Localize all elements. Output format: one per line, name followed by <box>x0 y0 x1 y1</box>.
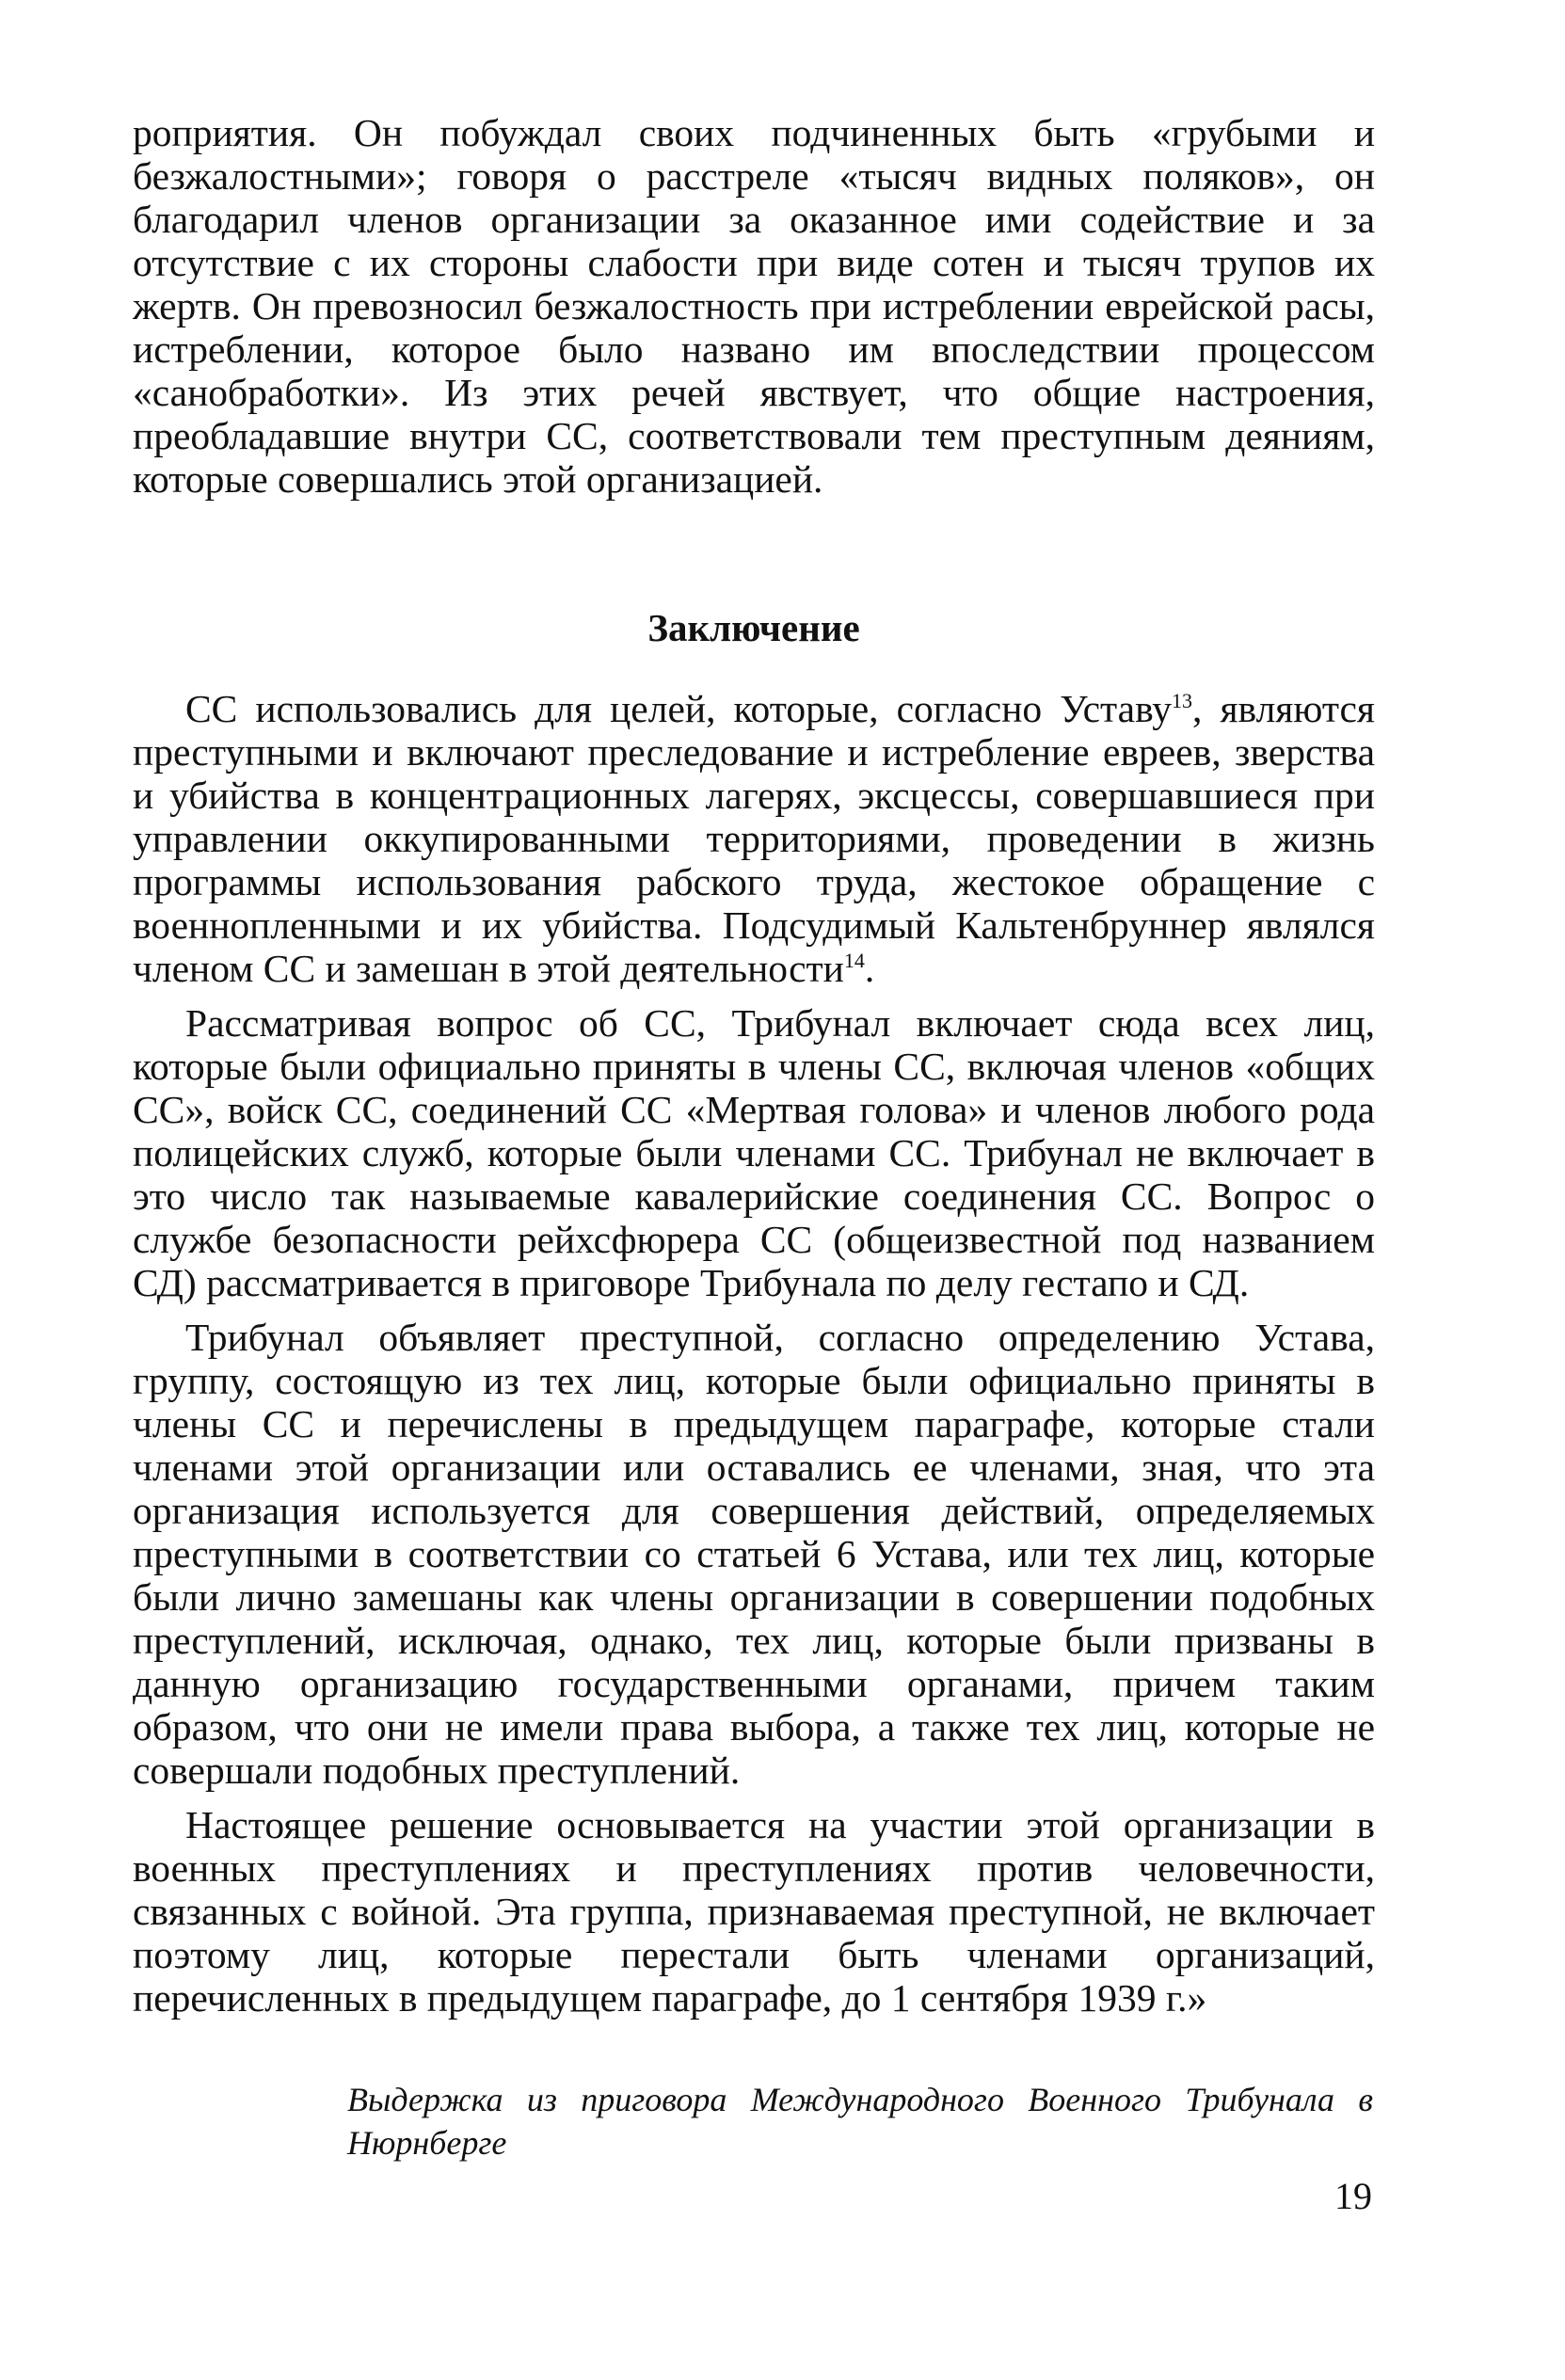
page-content <box>133 111 1375 2164</box>
footnote-ref-14: 14 <box>843 949 865 973</box>
conclusion-paragraph-2: Рассматривая вопрос об СС, Трибунал включает сюда всех лиц, которые были официально приняты в члены СС, включая членов «общих СС», войск СС, соединений СС «Мертвая голова» и членов любого рода полицейских служб, которые были членами СС. Трибунал не включает в это число так называемые кавалерийские соединения СС. Вопрос о службе безопасности рейхсфюрера СС (общеизвестной под названием СД) рассматривается в приговоре Трибунала по делу гестапо и СД. <box>133 1001 1375 1304</box>
source-attribution: Выдержка из приговора Международного Военного Трибунала в Нюрнберге <box>347 2081 1373 2162</box>
p1-text-c: . <box>864 947 875 990</box>
page-number: 19 <box>1334 2175 1372 2217</box>
conclusion-paragraph-4: Настоящее решение основывается на участии этой организации в военных преступлениях и преступлениях против человечности, связанных с войной. Эта группа, признаваемая преступной, не включает поэтому лиц, которые перестали быть членами организаций, перечисленных в предыдущем параграфе, до 1 сентября 1939 г.» <box>133 1803 1375 2020</box>
p1-text-b: , являются преступными и включают преследование и истребление евреев, зверства и убийства в концентрационных лагерях, эксцессы, совершавшиеся при управлении оккупированными территориями, проведении в жизнь программы использования рабского труда, жестокое обращение с военнопленными и их убийства. Подсудимый Кальтенбруннер являлся членом СС и замешан в этой деятельности <box>133 687 1375 990</box>
footnote-ref-13: 13 <box>1172 689 1193 713</box>
section-heading: Заключение <box>647 606 860 649</box>
p1-text-a: СС использовались для целей, которые, согласно Уставу <box>185 687 1173 730</box>
conclusion-paragraph-3: Трибунал объявляет преступной, согласно определению Устава, группу, состоящую из тех лиц, которые были официально приняты в члены СС и перечислены в предыдущем параграфе, которые стали членами этой организации или оставались ее членами, зная, что эта организация используется для совершения действий, определяемых преступными в соответствии со статьей 6 Устава, или тех лиц, которые были лично замешаны как члены организации в совершении подобных преступлений, исключая, однако, тех лиц, которые были призваны в данную организацию государственными органами, причем таким образом, что они не имели права выбора, а также тех лиц, которые не совершали подобных преступлений. <box>133 1316 1375 1792</box>
intro-paragraph: роприятия. Он побуждал своих подчиненных быть «грубыми и безжалостными»; говоря о расстреле «тысяч видных поляков», он благодарил членов организации за оказанное ими содействие и за отсутствие с их стороны слабости при виде сотен и тысяч трупов их жертв. Он превозносил безжалостность при истреблении еврейской расы, истреблении, которое было названо им впоследствии процессом «санобработки». Из этих речей явствует, что общие настроения, преобладавшие внутри СС, соответствовали тем преступным деяниям, которые совершались этой организацией. <box>133 111 1375 501</box>
conclusion-paragraph-1 <box>133 687 1375 990</box>
